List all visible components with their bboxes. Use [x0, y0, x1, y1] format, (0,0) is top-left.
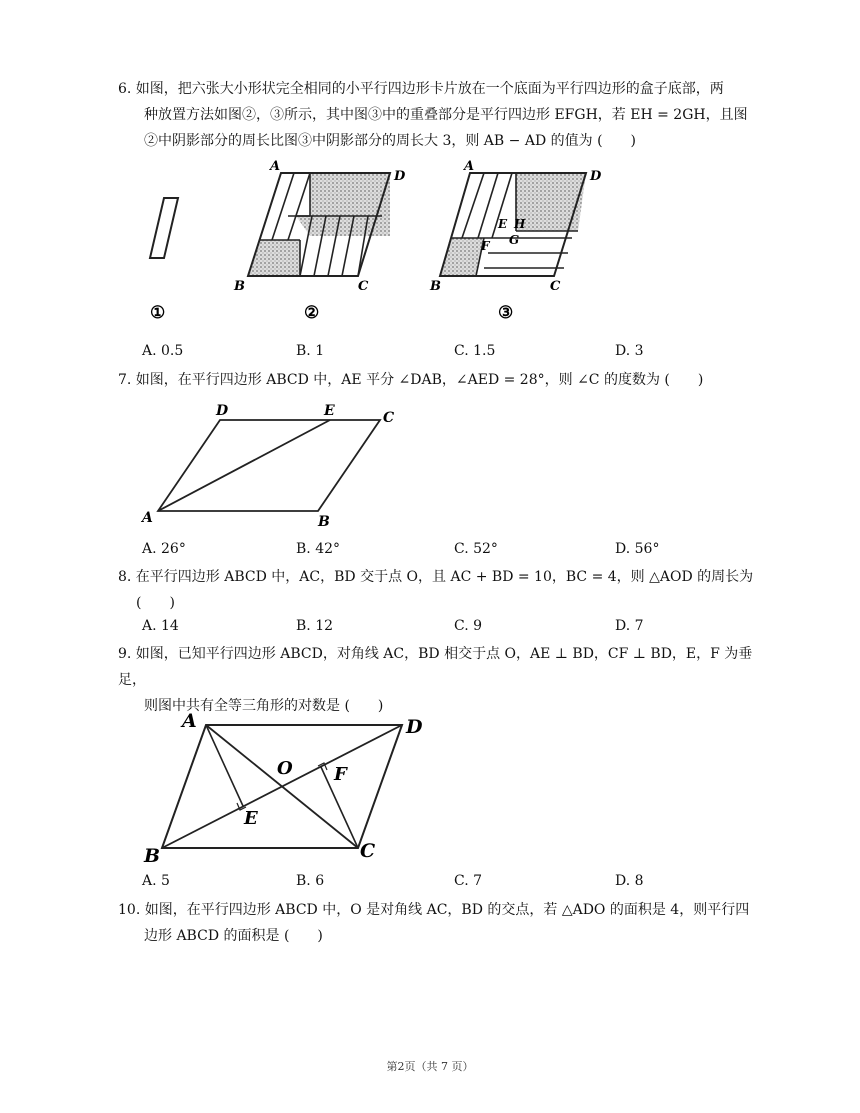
figure-2-number: ② [304, 303, 320, 323]
option-a[interactable]: A. 5 [142, 873, 170, 889]
fig6-3-label-a: A [464, 159, 475, 174]
option-a[interactable]: A. 0.5 [142, 343, 184, 359]
option-c[interactable]: C. 7 [454, 873, 483, 889]
option-c[interactable]: C. 9 [454, 618, 483, 634]
option-b[interactable]: B. 6 [296, 873, 325, 889]
figure-2 [248, 173, 390, 276]
option-d[interactable]: D. 3 [615, 343, 644, 359]
option-d[interactable]: D. 56° [615, 541, 660, 557]
question-9-text: 9. 如图，已知平行四边形 ABCD，对角线 AC，BD 相交于点 O，AE ⊥ BD，CF ⊥ BD，E，F 为垂足， 则图中共有全等三角形的对数是 ( ) [118, 646, 753, 714]
fig7-label-b: B [318, 514, 330, 530]
option-c[interactable]: C. 52° [454, 541, 498, 557]
question-7-figure [140, 398, 410, 533]
fig9-label-f: F [334, 764, 347, 785]
question-6-text: 6. 如图，把六张大小形状完全相同的小平行四边形卡片放在一个底面为平行四边形的盒子底部，两 种放置方法如图②，③所示，其中图③中的重叠部分是平行四边形 EFGH，若 EH = 2GH，且图 ②中阴影部分的周长比图③中阴影部分的周长大 3，则 AB − AD 的值为 ( ) [118, 81, 748, 149]
question-7-options [142, 541, 742, 561]
option-d[interactable]: D. 7 [615, 618, 644, 634]
fig6-3-label-h: H [514, 217, 526, 231]
fig9-label-e: E [244, 808, 258, 829]
figure-3 [440, 173, 586, 276]
fig6-2-label-b: B [234, 279, 245, 294]
fig7-label-a: A [142, 510, 153, 526]
fig6-3-label-f: F [481, 239, 490, 253]
fig6-3-label-g: G [509, 233, 520, 247]
fig6-3-label-d: D [590, 169, 602, 184]
page-footer: 第2页（共 7 页） [386, 1060, 474, 1073]
fig6-2-label-d: D [394, 169, 406, 184]
question-6-figure [136, 158, 616, 333]
question-6-options [142, 343, 742, 363]
fig9-label-b: B [144, 845, 161, 867]
fig9-label-o: O [277, 758, 293, 779]
segment-ae [158, 420, 330, 511]
option-b[interactable]: B. 1 [296, 343, 325, 359]
fig9-label-c: C [360, 840, 376, 862]
option-b[interactable]: B. 12 [296, 618, 334, 634]
question-8-text: 8. 在平行四边形 ABCD 中，AC，BD 交于点 O，且 AC + BD = 10，BC = 4，则 △AOD 的周长为 ( ) [118, 569, 754, 611]
fig9-label-a: A [182, 710, 197, 732]
question-9-options [142, 873, 742, 893]
question-7-text: 7. 如图，在平行四边形 ABCD 中，AE 平分 ∠DAB，∠AED = 28°，则 ∠C 的度数为 ( ) [118, 372, 704, 388]
fig6-2-label-a: A [270, 159, 281, 174]
fig7-label-e: E [324, 403, 335, 419]
option-a[interactable]: A. 26° [142, 541, 186, 557]
question-9-figure [140, 705, 440, 870]
figure-3-number: ③ [498, 303, 514, 323]
option-c[interactable]: C. 1.5 [454, 343, 496, 359]
parallelogram-abcd [158, 420, 380, 511]
diagonal-bd [162, 725, 402, 848]
option-d[interactable]: D. 8 [615, 873, 644, 889]
question-8-options [142, 618, 742, 638]
fig6-3-label-b: B [430, 279, 441, 294]
option-b[interactable]: B. 42° [296, 541, 341, 557]
fig7-label-d: D [216, 403, 229, 419]
fig6-2-label-c: C [358, 279, 369, 294]
fig7-label-c: C [383, 410, 395, 426]
figure-1-number: ① [150, 303, 166, 323]
single-card-shape [150, 198, 178, 258]
fig6-3-label-c: C [550, 279, 561, 294]
option-a[interactable]: A. 14 [142, 618, 179, 634]
fig9-label-d: D [406, 716, 423, 738]
segment-ae [206, 725, 243, 806]
question-10-text: 10. 如图，在平行四边形 ABCD 中，O 是对角线 AC，BD 的交点，若 △ADO 的面积是 4，则平行四 边形 ABCD 的面积是 ( ) [118, 902, 750, 944]
fig6-3-label-e: E [498, 217, 508, 231]
